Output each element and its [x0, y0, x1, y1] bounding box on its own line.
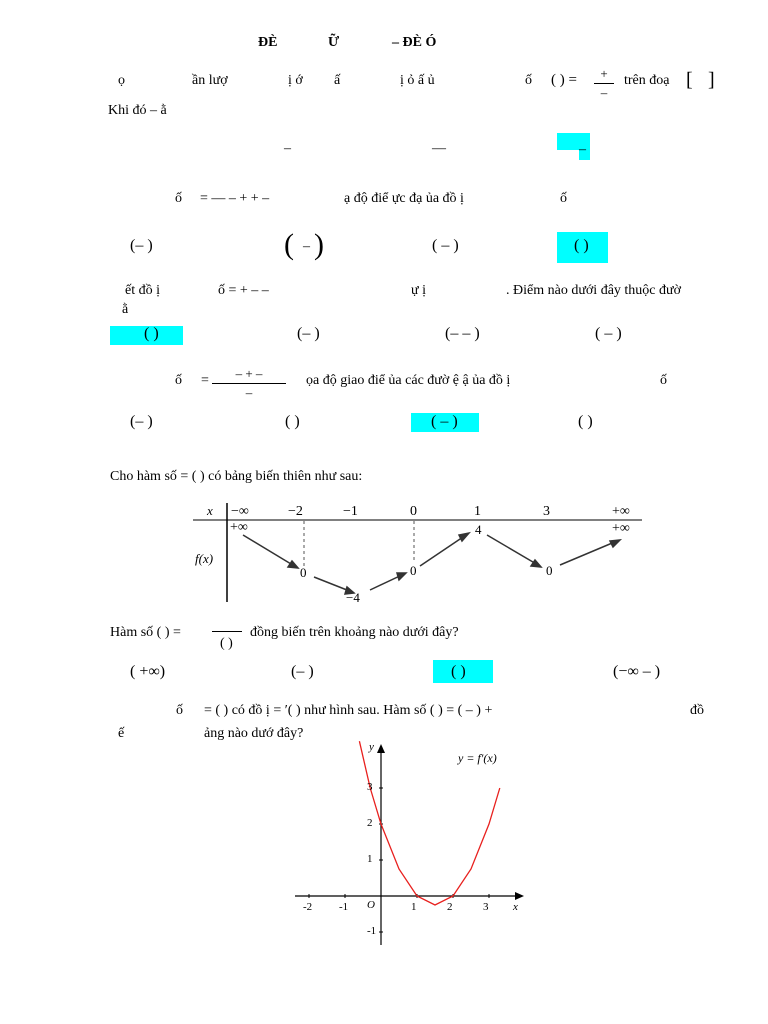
curve-label: y = f′(x)	[458, 751, 497, 765]
q6-fragment: ố	[176, 703, 183, 718]
q5-question-pre: Hàm số ( ) =	[110, 625, 181, 640]
q1-answer-b[interactable]: —	[432, 141, 446, 156]
q5-answer-a[interactable]: ( +∞)	[130, 663, 166, 680]
q5-answer-b[interactable]: (– )	[291, 663, 314, 680]
table-x-value: 0	[410, 504, 417, 519]
q2-answer-b-paren[interactable]: )	[314, 228, 324, 261]
q3-answer-c[interactable]: (– – )	[445, 325, 480, 342]
x-tick-label: -1	[339, 901, 349, 913]
q2-answer-b[interactable]: –	[303, 239, 310, 254]
q1-function-expression: ( ) =	[551, 72, 577, 88]
q1-answer-a[interactable]: –	[284, 141, 291, 156]
q1-bracket-left: [	[686, 69, 693, 91]
x-tick-label: -2	[303, 901, 313, 913]
header-title-left: ĐÈ	[258, 35, 278, 50]
q2-answer-b-paren[interactable]: (	[284, 228, 294, 261]
header-title-right: – ĐÈ Ó	[392, 35, 437, 50]
q3-fragment: . Điểm nào dưới đây thuộc đườ	[506, 283, 682, 298]
q5-question-post: đồng biến trên khoảng nào dưới đây?	[250, 625, 459, 640]
q1-line2: Khi đó – ằ	[108, 103, 167, 118]
q5-answer-c[interactable]: ( )	[451, 663, 466, 680]
x-tick-label: 3	[483, 901, 489, 913]
q1-fraction-numerator: +	[600, 66, 608, 81]
q1-fragment: ọ	[118, 73, 125, 88]
q2-equation: = — – + + –	[200, 191, 270, 206]
q1-answer-d[interactable]: –	[579, 142, 586, 157]
q4-answer-d[interactable]: ( )	[578, 413, 593, 430]
table-value: +∞	[230, 520, 248, 535]
q4-answer-a[interactable]: (– )	[130, 413, 153, 430]
q3-answer-b[interactable]: (– )	[297, 325, 320, 342]
table-f-label: f(x)	[195, 551, 214, 566]
q4-fragment: ố	[175, 373, 182, 388]
q2-fragment: ố	[560, 191, 567, 206]
q2-answer-c[interactable]: ( – )	[432, 237, 459, 254]
q4-fraction-denominator: –	[245, 385, 253, 400]
q5-answer-d[interactable]: (−∞ – )	[613, 663, 661, 680]
table-value: 0	[410, 563, 417, 578]
table-x-label: x	[207, 503, 213, 518]
y-axis-label: y	[369, 741, 374, 753]
table-x-value: +∞	[612, 504, 630, 519]
x-tick-label: 2	[447, 901, 453, 913]
origin-label: O	[367, 899, 375, 911]
q2-fragment: ố	[175, 191, 182, 206]
q6-fragment: = ( ) có đồ ị = ′( ) như hình sau. Hàm số ( ) = ( – ) +	[204, 703, 493, 718]
table-value: 4	[475, 522, 482, 537]
q1-fragment: ị ỏ ấ ủ	[400, 73, 435, 88]
q1-fragment: ố	[525, 73, 532, 88]
q1-fragment: ấ	[334, 73, 341, 88]
x-axis-label: x	[513, 901, 518, 913]
q4-equals: =	[201, 373, 209, 388]
q5-intro: Cho hàm số = ( ) có bảng biến thiên như sau:	[110, 469, 363, 484]
q1-bracket-right: ]	[708, 69, 715, 91]
q3-answer-d[interactable]: ( – )	[595, 325, 622, 342]
y-tick-label: 2	[367, 817, 373, 829]
q4-fragment: ọa độ giao điể ủa các đườ ệ ậ ủa đồ ị	[306, 373, 511, 388]
q2-answer-a[interactable]: (– )	[130, 237, 153, 254]
q6-fragment: ảng nào dướ đây?	[204, 726, 304, 741]
table-x-value: −2	[288, 504, 303, 519]
q3-fragment: ự ị	[411, 283, 426, 298]
table-value: 0	[546, 563, 553, 578]
header-title-mid: Ữ	[328, 35, 340, 50]
q4-fraction-numerator: – + –	[235, 366, 263, 381]
table-value: 0	[300, 565, 307, 580]
x-tick-label: 1	[411, 901, 417, 913]
table-x-value: −1	[343, 504, 358, 519]
q3-fragment: ằ	[122, 302, 129, 317]
table-x-value: −∞	[231, 504, 249, 519]
y-axis-arrow	[377, 744, 385, 753]
q1-fraction-denominator: –	[600, 85, 608, 100]
q4-answer-c[interactable]: ( – )	[431, 413, 458, 430]
q4-fragment: ố	[660, 373, 667, 388]
q1-fragment: ị ớ	[288, 73, 303, 88]
x-axis-arrow	[515, 892, 524, 900]
q1-fragment: ần lượ	[192, 73, 228, 88]
q4-answer-b[interactable]: ( )	[285, 413, 300, 430]
q6-fragment: ế	[118, 726, 125, 741]
y-tick-label: 3	[367, 781, 373, 793]
y-tick-label: 1	[367, 853, 373, 865]
q3-fragment: ết đồ ị	[125, 283, 160, 298]
table-x-value: 1	[474, 504, 481, 519]
y-tick-label: -1	[367, 925, 377, 937]
q6-fragment: đồ	[690, 703, 704, 718]
q3-answer-a[interactable]: ( )	[144, 325, 159, 342]
table-value: +∞	[612, 521, 630, 536]
q3-fragment: ố = + – –	[218, 283, 269, 298]
q1-interval-text: trên đoạ	[624, 73, 670, 88]
q5-fraction-denominator: ( )	[220, 636, 233, 651]
q2-answer-d[interactable]: ( )	[574, 237, 589, 254]
table-x-value: 3	[543, 504, 550, 519]
table-value: −4	[346, 590, 360, 605]
q2-fragment: ạ độ điể ực đạ ủa đồ ị	[344, 191, 464, 206]
